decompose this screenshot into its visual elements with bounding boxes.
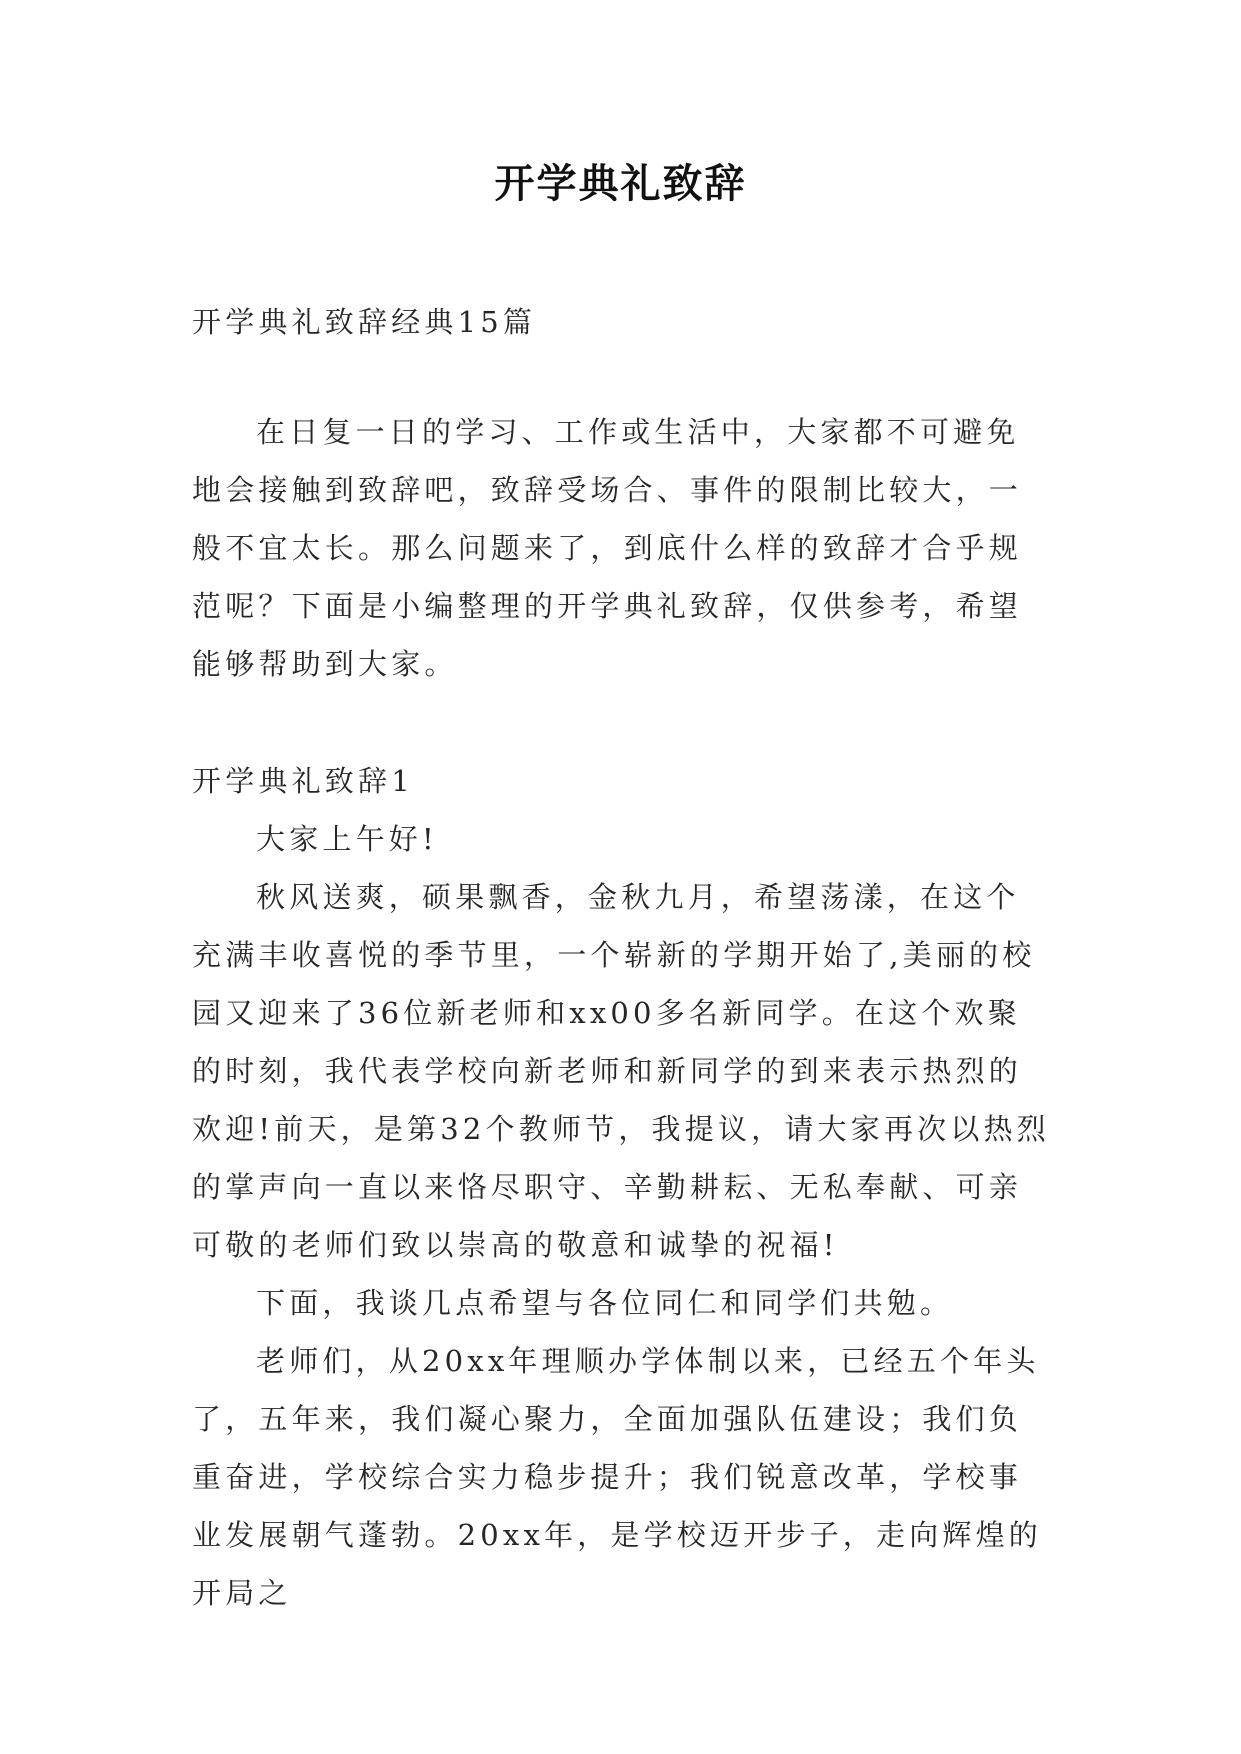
speech-paragraph: 大家上午好! <box>256 822 438 856</box>
speech-body <box>192 810 1050 1622</box>
document-subtitle: 开学典礼致辞经典15篇 <box>192 305 537 339</box>
speech-paragraph: 下面，我谈几点希望与各位同仁和同学们共勉。 <box>256 1286 954 1320</box>
document-title: 开学典礼致辞 <box>494 161 747 207</box>
speech-paragraph: 秋风送爽，硕果飘香，金秋九月，希望荡漾，在这个充满丰收喜悦的季节里，一个崭新的学期开始了,美丽的校园又迎来了36位新老师和xx00多名新同学。在这个欢聚的时刻，我代表学校向新老师和新同学的到来表示热烈的欢迎!前天，是第32个教师节，我提议，请大家再次以热烈的掌声向一直以来恪尽职守、辛勤耕耘、无私奉献、可亲可敬的老师们致以崇高的敬意和诚挚的祝福! <box>192 880 1050 1262</box>
speech-paragraph: 老师们，从20xx年理顺办学体制以来，已经五个年头了，五年来，我们凝心聚力，全面加强队伍建设；我们负重奋进，学校综合实力稳步提升；我们锐意改革，学校事业发展朝气蓬勃。20xx年，是学校迈开步子，走向辉煌的开局之 <box>192 1344 1043 1610</box>
intro-paragraph: 在日复一日的学习、工作或生活中，大家都不可避免地会接触到致辞吧，致辞受场合、事件的限制比较大，一般不宜太长。那么问题来了，到底什么样的致辞才合乎规范呢？下面是小编整理的开学典礼致辞，仅供参考，希望能够帮助到大家。 <box>192 415 1023 681</box>
section-heading: 开学典礼致辞1 <box>192 764 414 798</box>
